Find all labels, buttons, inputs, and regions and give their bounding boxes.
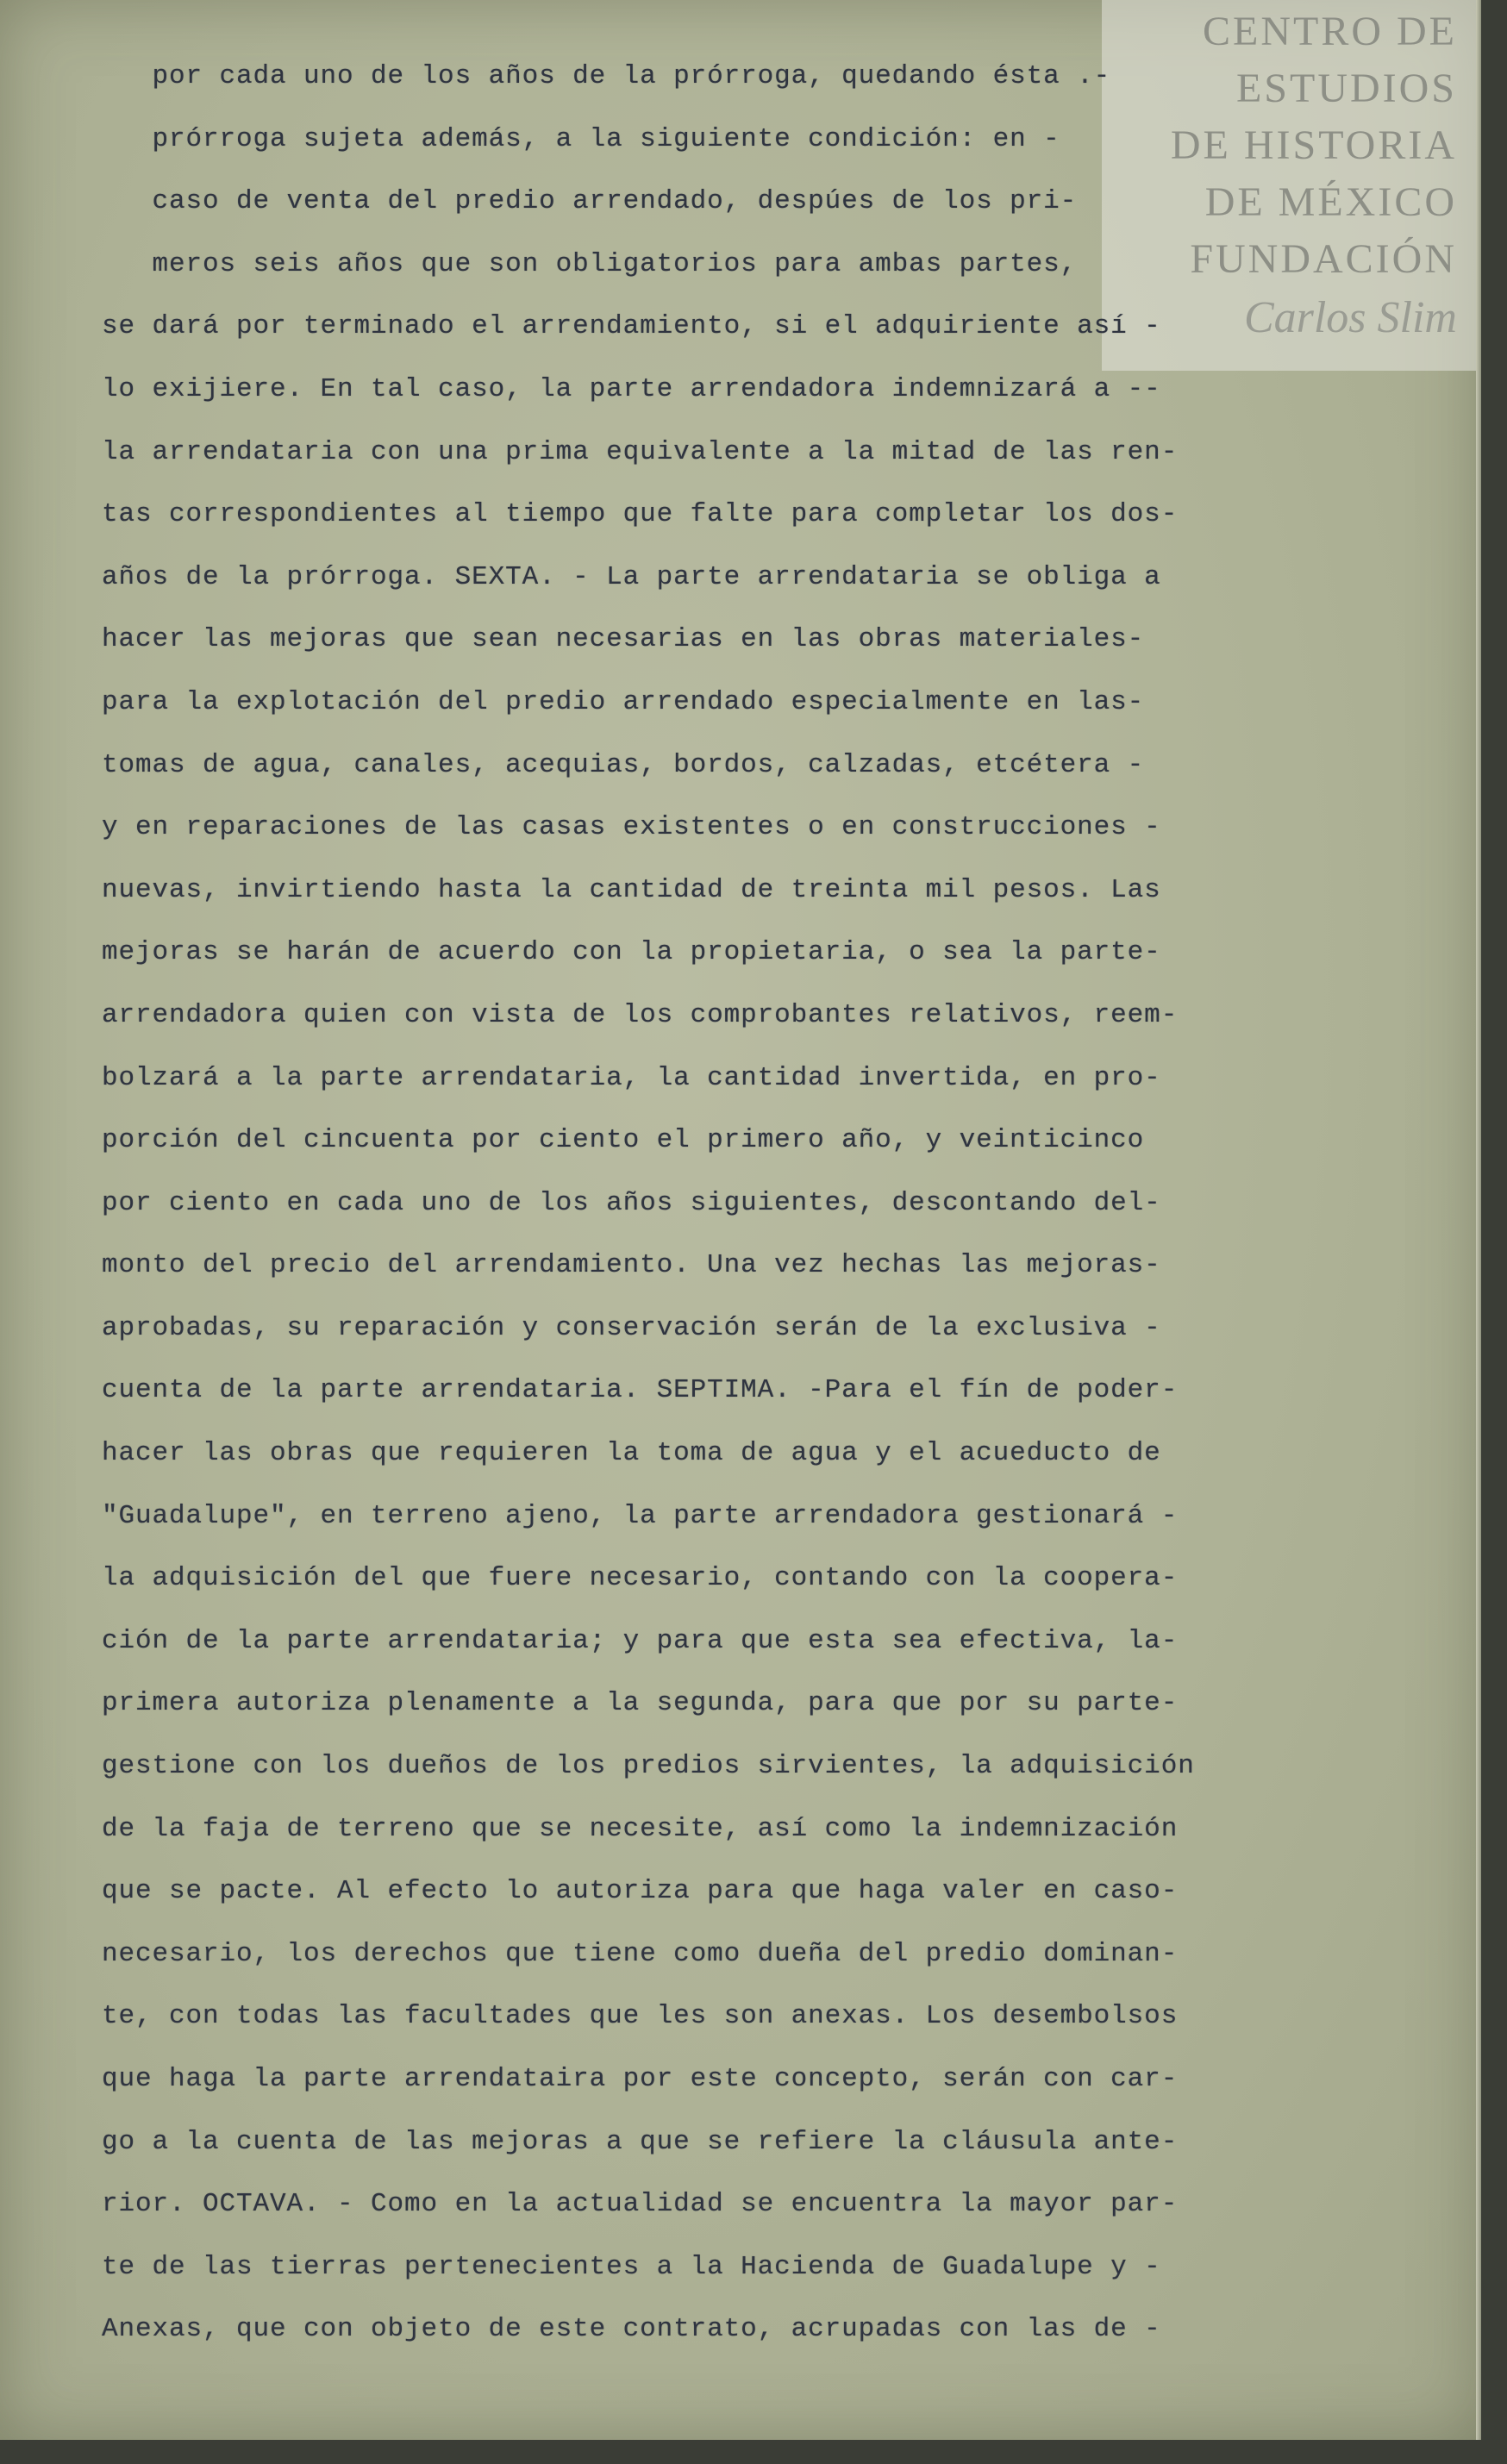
text-line: ción de la parte arrendataria; y para que esta sea efectiva, la- — [102, 1625, 1179, 1656]
text-line: go a la cuenta de las mejoras a que se refiere la cláusula ante- — [102, 2126, 1179, 2157]
text-line: aprobadas, su reparación y conservación serán de la exclusiva - — [102, 1312, 1161, 1343]
text-line: arrendadora quien con vista de los comprobantes relativos, reem- — [102, 999, 1179, 1030]
text-line: hacer las mejoras que sean necesarias en las obras materiales- — [102, 624, 1145, 655]
text-line: años de la prórroga. SEXTA. - La parte arrendataria se obliga a — [102, 561, 1161, 592]
text-line: tas correspondientes al tiempo que falte para completar los dos- — [102, 499, 1179, 530]
text-line: gestione con los dueños de los predios sirvientes, la adquisición — [102, 1751, 1195, 1782]
text-line: la arrendataria con una prima equivalente a la mitad de las ren- — [102, 436, 1179, 467]
text-line: por cada uno de los años de la prórroga, quedando ésta .- — [102, 61, 1111, 91]
text-line: tomas de agua, canales, acequias, bordos, calzadas, etcétera - — [102, 749, 1145, 780]
text-line: meros seis años que son obligatorios para ambas partes, — [102, 248, 1078, 279]
text-line: bolzará a la parte arrendataria, la cantidad invertida, en pro- — [102, 1062, 1161, 1093]
text-line: prórroga sujeta además, a la siguiente condición: en - — [102, 123, 1060, 154]
watermark-line: ESTUDIOS — [1235, 66, 1457, 111]
text-line: la adquisición del que fuere necesario, contando con la coopera- — [102, 1563, 1179, 1594]
watermark-line: CENTRO DE — [1203, 9, 1457, 54]
text-line: cuenta de la parte arrendataria. SEPTIMA. -Para el fín de poder- — [102, 1375, 1179, 1406]
text-line: de la faja de terreno que se necesite, así como la indemnización — [102, 1813, 1179, 1844]
text-line: mejoras se harán de acuerdo con la propietaria, o sea la parte- — [102, 937, 1161, 968]
text-line: te de las tierras pertenecientes a la Hacienda de Guadalupe y - — [102, 2251, 1161, 2282]
typewritten-text — [102, 55, 1343, 2371]
text-line: monto del precio del arrendamiento. Una vez hechas las mejoras- — [102, 1250, 1161, 1281]
text-line: que se pacte. Al efecto lo autoriza para que haga valer en caso- — [102, 1876, 1179, 1907]
text-line: rior. OCTAVA. - Como en la actualidad se encuentra la mayor par- — [102, 2189, 1179, 2220]
text-line: porción del cincuenta por ciento el primero año, y veinticinco — [102, 1125, 1145, 1156]
text-line: lo exijiere. En tal caso, la parte arrendadora indemnizará a -- — [102, 373, 1161, 404]
text-line: "Guadalupe", en terreno ajeno, la parte arrendadora gestionará - — [102, 1500, 1179, 1531]
watermark-line: DE HISTORIA — [1170, 122, 1457, 168]
text-line: se dará por terminado el arrendamiento, si el adquiriente así - — [102, 311, 1161, 342]
text-line: necesario, los derechos que tiene como dueña del predio dominan- — [102, 1938, 1179, 1969]
watermark-signature: Carlos Slim — [1243, 293, 1457, 342]
text-line: y en reparaciones de las casas existentes o en construcciones - — [102, 812, 1161, 843]
text-line: te, con todas las facultades que les son anexas. Los desembolsos — [102, 2001, 1179, 2032]
text-line: que haga la parte arrendataira por este concepto, serán con car- — [102, 2064, 1179, 2094]
watermark-line: DE MÉXICO — [1204, 179, 1457, 225]
text-line: Anexas, que con objeto de este contrato, acrupadas con las de - — [102, 2314, 1161, 2345]
text-line: para la explotación del predio arrendado especialmente en las- — [102, 686, 1145, 717]
text-line: primera autoriza plenamente a la segunda, para que por su parte- — [102, 1688, 1179, 1719]
watermark-line: FUNDACIÓN — [1190, 236, 1457, 282]
text-line: nuevas, invirtiendo hasta la cantidad de treinta mil pesos. Las — [102, 874, 1161, 905]
text-line: por ciento en cada uno de los años siguientes, descontando del- — [102, 1187, 1161, 1218]
text-line: caso de venta del predio arrendado, despúes de los pri- — [102, 186, 1078, 217]
text-line: hacer las obras que requieren la toma de agua y el acueducto de — [102, 1438, 1161, 1469]
